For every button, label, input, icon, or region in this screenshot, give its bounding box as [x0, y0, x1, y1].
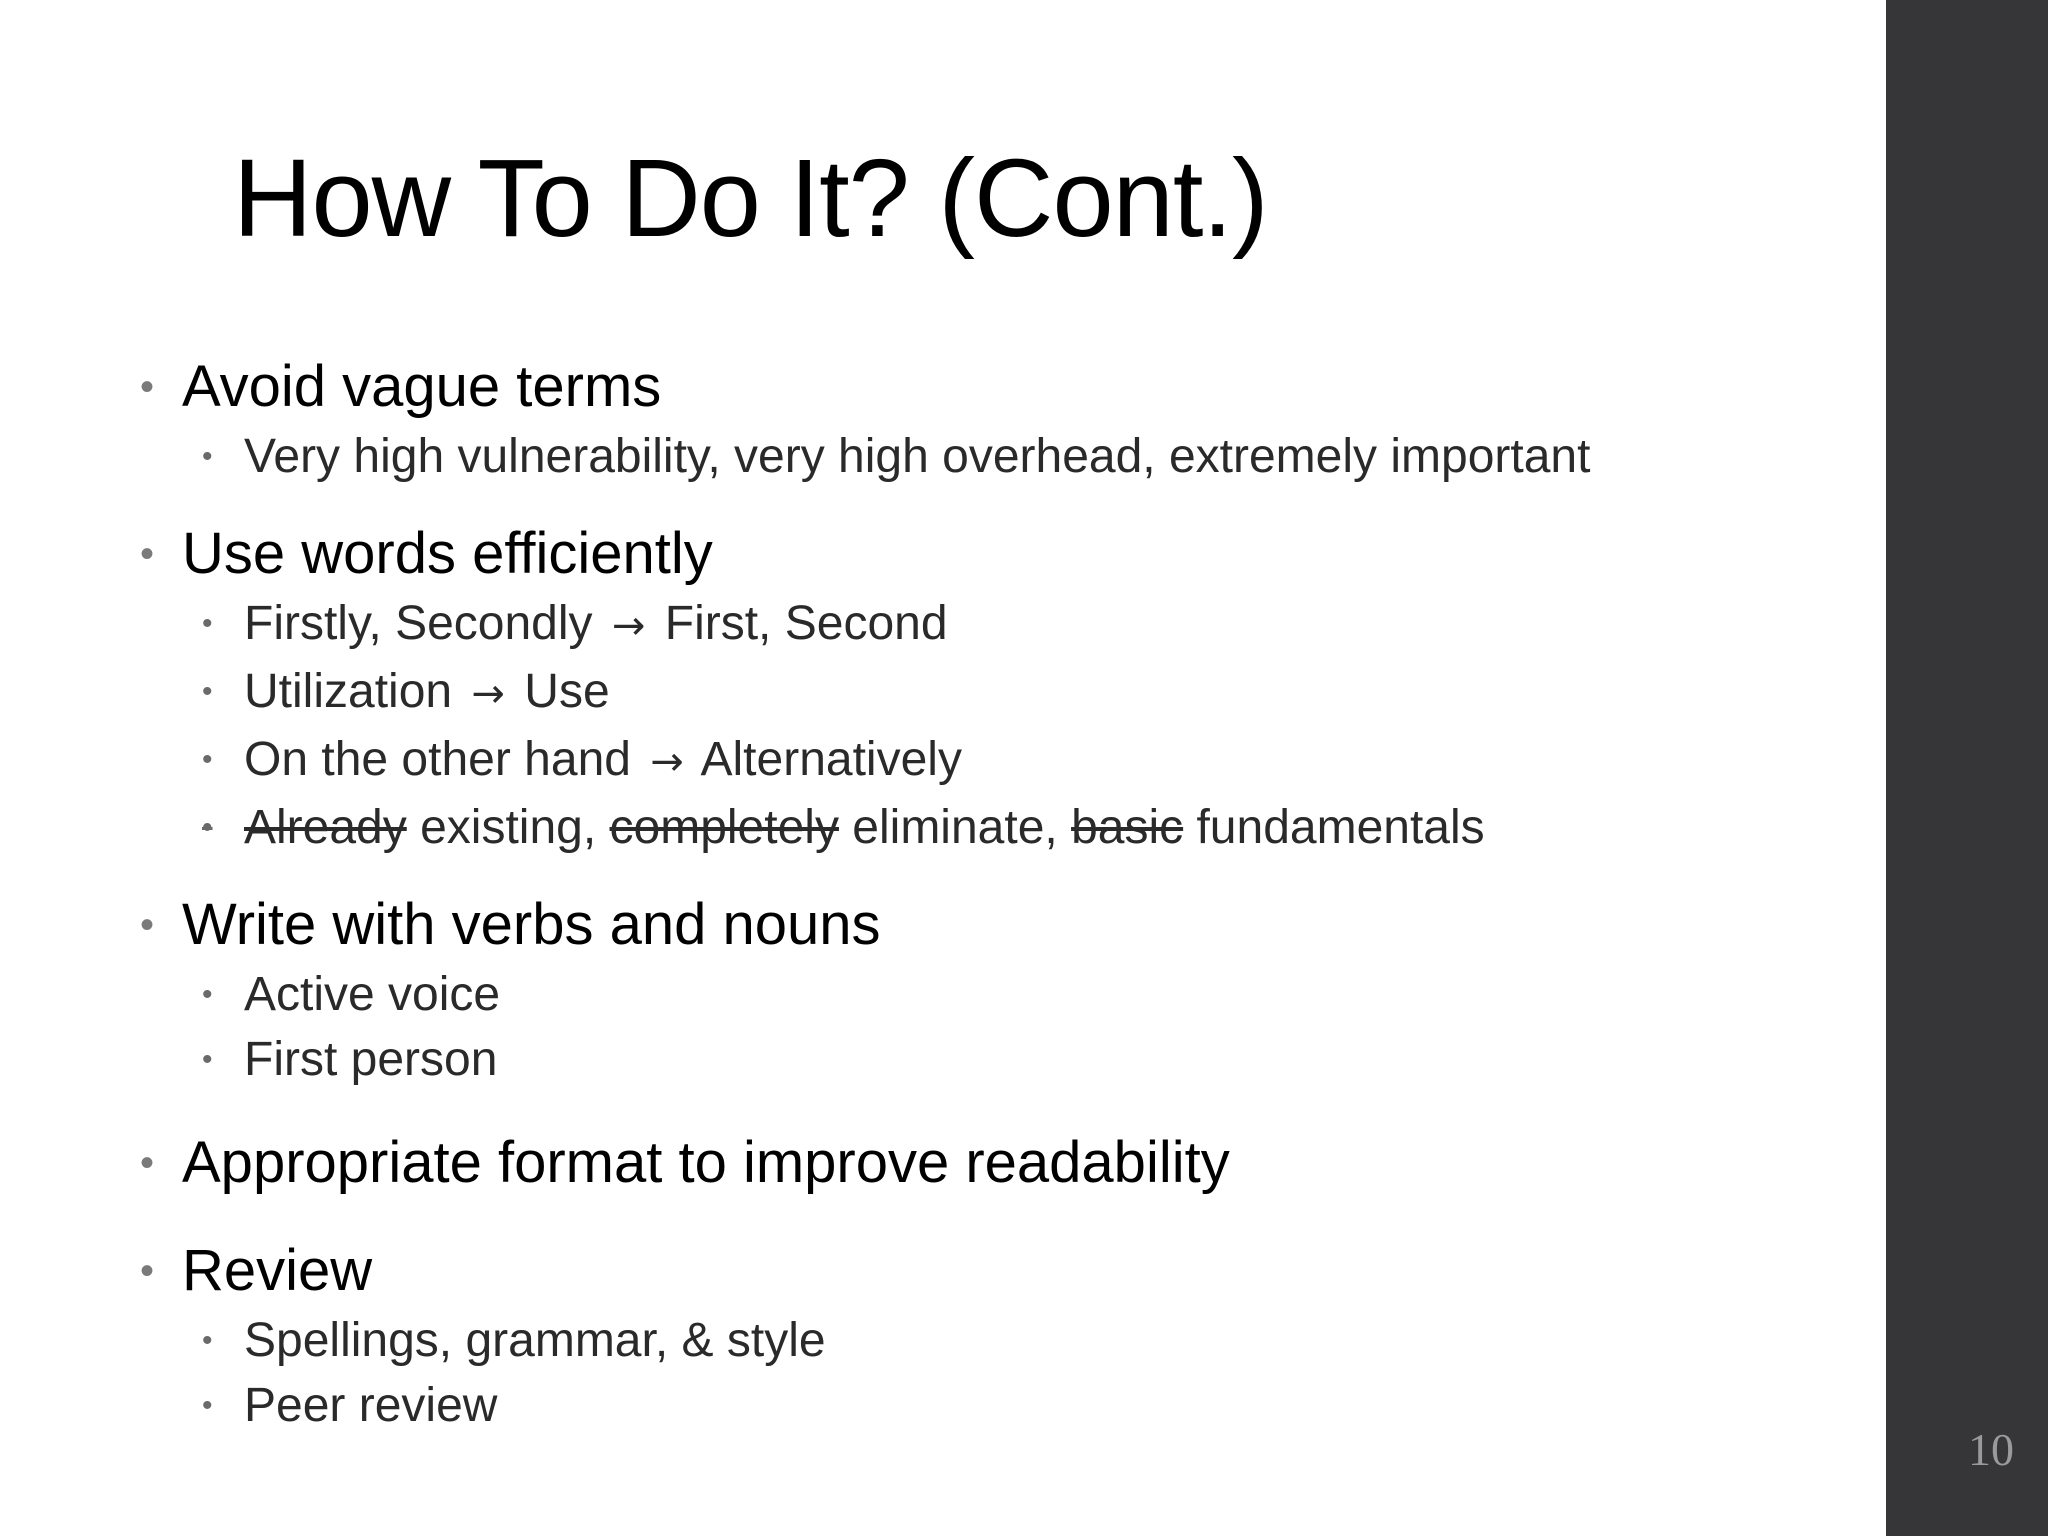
sub-bullet — [140, 591, 1880, 659]
sub-bullet — [140, 727, 1880, 795]
sublist-avoid-vague-terms — [140, 424, 1880, 489]
kept-text: existing, — [406, 801, 610, 854]
slide-number: 10 — [1968, 1424, 2014, 1475]
sub-bullet — [140, 1027, 1880, 1092]
bullet-appropriate-format — [140, 1126, 1880, 1200]
replace-from-text: On the other hand — [244, 733, 631, 786]
arrow-right-icon: → — [471, 671, 505, 717]
bullet-use-words-efficiently — [140, 517, 1880, 591]
bullet-text: Review — [182, 1238, 373, 1303]
bullet-review — [140, 1234, 1880, 1308]
bullet-dot-icon: • — [202, 675, 213, 708]
kept-text: fundamentals — [1183, 801, 1485, 854]
bullet-dot-icon: • — [140, 1249, 155, 1293]
bullet-text: Use words efficiently — [182, 521, 713, 586]
bullet-dot-icon: • — [202, 811, 213, 844]
sublist-review — [140, 1308, 1880, 1438]
sidebar-band — [1886, 0, 2048, 1536]
bullet-dot-icon: • — [202, 607, 213, 640]
sub-bullet — [140, 1373, 1880, 1438]
bullet-dot-icon: • — [202, 1043, 213, 1076]
bullet-write-with-verbs-and-nouns — [140, 888, 1880, 962]
sub-bullet-text: Peer review — [244, 1379, 498, 1432]
bullet-dot-icon: • — [140, 365, 155, 409]
sub-bullet-text: Very high vulnerability, very high overhead, extremely important — [244, 430, 1591, 483]
sub-bullet-redundant-words — [140, 795, 1880, 860]
sub-bullet — [140, 659, 1880, 727]
sublist-use-words-efficiently — [140, 591, 1880, 860]
replace-to-text: Alternatively — [700, 733, 962, 786]
struck-word: basic — [1071, 801, 1184, 854]
bullet-text: Appropriate format to improve readability — [182, 1130, 1230, 1195]
bullet-list — [140, 350, 1880, 1438]
arrow-right-icon: → — [611, 603, 646, 649]
replace-from-text: Firstly, Secondly — [244, 597, 593, 650]
bullet-dot-icon: • — [202, 440, 213, 473]
sub-bullet — [140, 424, 1880, 489]
slide-title: How To Do It? (Cont.) — [233, 137, 1268, 260]
struck-word: Already — [244, 801, 407, 854]
replace-from-text: Utilization — [244, 665, 453, 718]
bullet-dot-icon: • — [202, 1324, 213, 1357]
sub-bullet-text: Spellings, grammar, & style — [244, 1314, 826, 1367]
arrow-right-icon: → — [650, 739, 684, 785]
bullet-avoid-vague-terms — [140, 350, 1880, 424]
kept-text: eliminate, — [838, 801, 1072, 854]
sub-bullet — [140, 1308, 1880, 1373]
bullet-dot-icon: • — [202, 743, 213, 776]
bullet-dot-icon: • — [202, 978, 213, 1011]
replace-to-text: First, Second — [664, 597, 948, 650]
sub-bullet-text: First person — [244, 1033, 498, 1086]
sublist-write-with-verbs-and-nouns — [140, 962, 1880, 1092]
bullet-text: Avoid vague terms — [182, 354, 662, 419]
bullet-dot-icon: • — [202, 1389, 213, 1422]
sub-bullet — [140, 962, 1880, 1027]
struck-word: completely — [609, 801, 839, 854]
bullet-dot-icon: • — [140, 903, 155, 947]
replace-to-text: Use — [524, 665, 610, 718]
bullet-text: Write with verbs and nouns — [182, 892, 881, 957]
bullet-dot-icon: • — [140, 1141, 155, 1185]
bullet-dot-icon: • — [140, 532, 155, 576]
sub-bullet-text: Active voice — [244, 968, 501, 1021]
